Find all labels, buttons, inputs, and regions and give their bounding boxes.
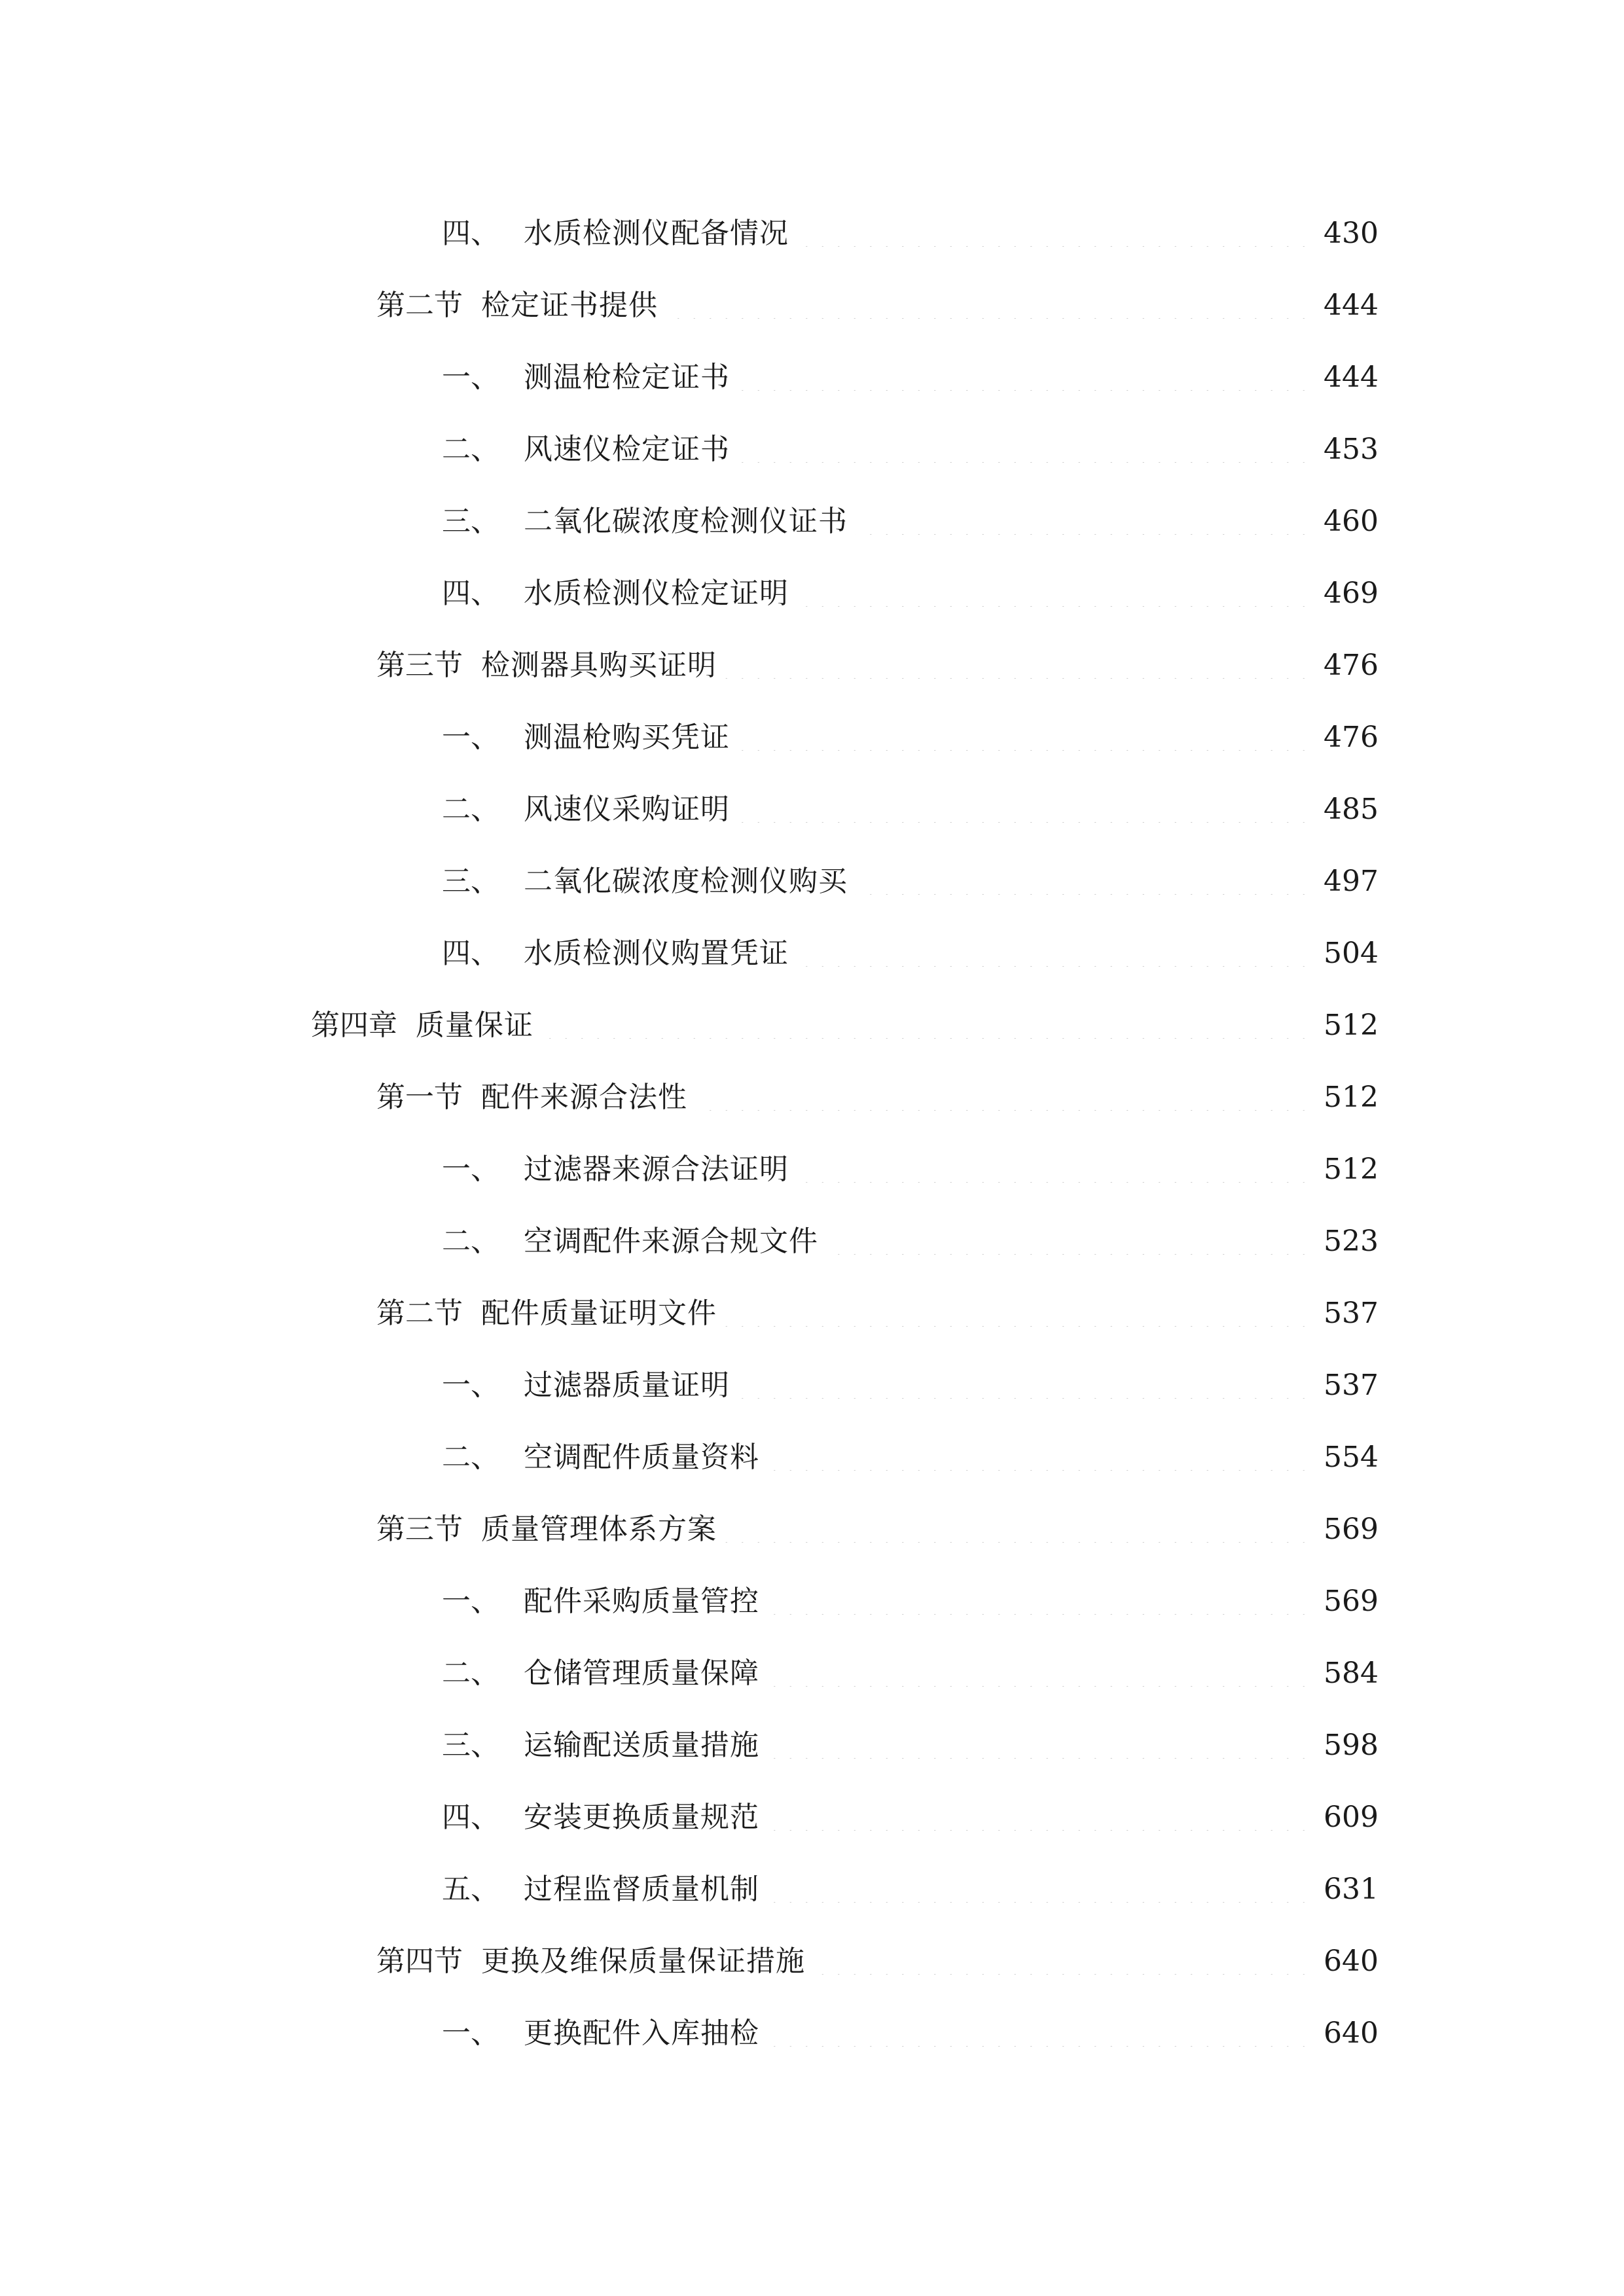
table-of-contents xyxy=(0,198,1624,2070)
entry-title: 二氧化碳浓度检测仪购买 xyxy=(524,865,848,898)
entry-title: 检测器具购买证明 xyxy=(481,649,717,682)
entry-title: 质量保证 xyxy=(416,1009,533,1042)
entry-number: 第一节 xyxy=(376,1081,463,1114)
dot-leader xyxy=(725,1300,1312,1327)
dot-leader xyxy=(541,1013,1312,1039)
entry-number: 二、 xyxy=(442,1441,499,1474)
entry-number: 三、 xyxy=(442,865,499,898)
dot-leader xyxy=(738,725,1312,751)
toc-entry[interactable] xyxy=(0,1926,1624,1998)
entry-page: 460 xyxy=(1324,505,1379,538)
toc-entry[interactable] xyxy=(0,1278,1624,1350)
entry-number: 三、 xyxy=(442,1729,499,1762)
entry-title: 安装更换质量规范 xyxy=(524,1801,759,1834)
entry-number: 四、 xyxy=(442,937,499,970)
dot-leader xyxy=(666,293,1312,319)
entry-page: 640 xyxy=(1324,2017,1379,2050)
entry-title: 测温枪检定证书 xyxy=(524,361,730,394)
dot-leader xyxy=(767,1660,1312,1687)
entry-number: 第二节 xyxy=(376,289,463,322)
entry-number: 四、 xyxy=(442,577,499,610)
entry-page: 554 xyxy=(1324,1441,1379,1474)
entry-title: 空调配件质量资料 xyxy=(524,1441,759,1474)
dot-leader xyxy=(767,1444,1312,1471)
entry-page: 453 xyxy=(1324,433,1379,466)
entry-title: 风速仪检定证书 xyxy=(524,433,730,466)
toc-entry[interactable] xyxy=(0,342,1624,414)
entry-page: 512 xyxy=(1324,1009,1379,1042)
entry-number: 第四章 xyxy=(311,1009,397,1042)
entry-page: 584 xyxy=(1324,1657,1379,1690)
toc-entry[interactable] xyxy=(0,1638,1624,1710)
toc-entry[interactable] xyxy=(0,1206,1624,1278)
entry-number: 三、 xyxy=(442,505,499,538)
entry-page: 476 xyxy=(1324,721,1379,754)
toc-entry[interactable] xyxy=(0,414,1624,486)
dot-leader xyxy=(767,1588,1312,1615)
entry-page: 476 xyxy=(1324,649,1379,682)
entry-title: 过滤器质量证明 xyxy=(524,1369,730,1402)
entry-number: 四、 xyxy=(442,1801,499,1834)
toc-entry[interactable] xyxy=(0,1998,1624,2070)
entry-page: 504 xyxy=(1324,937,1379,970)
entry-page: 444 xyxy=(1324,361,1379,394)
toc-entry[interactable] xyxy=(0,1134,1624,1206)
entry-page: 609 xyxy=(1324,1801,1379,1834)
entry-number: 第三节 xyxy=(376,649,463,682)
entry-title: 二氧化碳浓度检测仪证书 xyxy=(524,505,848,538)
entry-page: 497 xyxy=(1324,865,1379,898)
dot-leader xyxy=(738,797,1312,823)
toc-entry[interactable] xyxy=(0,990,1624,1062)
dot-leader xyxy=(856,509,1312,535)
entry-title: 过滤器来源合法证明 xyxy=(524,1153,789,1186)
entry-page: 598 xyxy=(1324,1729,1379,1762)
entry-number: 二、 xyxy=(442,1225,499,1258)
toc-entry[interactable] xyxy=(0,630,1624,702)
entry-number: 一、 xyxy=(442,721,499,754)
entry-title: 空调配件来源合规文件 xyxy=(524,1225,818,1258)
dot-leader xyxy=(826,1229,1312,1255)
toc-entry[interactable] xyxy=(0,1782,1624,1854)
dot-leader xyxy=(797,941,1312,967)
dot-leader xyxy=(797,1157,1312,1183)
entry-number: 二、 xyxy=(442,1657,499,1690)
entry-page: 569 xyxy=(1324,1513,1379,1546)
entry-title: 更换配件入库抽检 xyxy=(524,2017,759,2050)
entry-number: 一、 xyxy=(442,1585,499,1618)
entry-number: 第四节 xyxy=(376,1945,463,1978)
entry-page: 631 xyxy=(1324,1873,1379,1906)
entry-title: 运输配送质量措施 xyxy=(524,1729,759,1762)
entry-number: 五、 xyxy=(442,1873,499,1906)
dot-leader xyxy=(738,1372,1312,1399)
entry-title: 检定证书提供 xyxy=(481,289,658,322)
entry-page: 523 xyxy=(1324,1225,1379,1258)
entry-page: 512 xyxy=(1324,1081,1379,1114)
dot-leader xyxy=(738,437,1312,463)
entry-title: 更换及维保质量保证措施 xyxy=(481,1945,805,1978)
entry-page: 569 xyxy=(1324,1585,1379,1618)
toc-entry[interactable] xyxy=(0,1422,1624,1494)
entry-title: 水质检测仪配备情况 xyxy=(524,217,789,250)
toc-entry[interactable] xyxy=(0,486,1624,558)
entry-number: 一、 xyxy=(442,1369,499,1402)
entry-page: 537 xyxy=(1324,1369,1379,1402)
entry-title: 水质检测仪检定证明 xyxy=(524,577,789,610)
entry-page: 537 xyxy=(1324,1297,1379,1330)
toc-entry[interactable] xyxy=(0,270,1624,342)
entry-title: 测温枪购买凭证 xyxy=(524,721,730,754)
toc-entry[interactable] xyxy=(0,702,1624,774)
entry-number: 一、 xyxy=(442,1153,499,1186)
entry-number: 二、 xyxy=(442,793,499,826)
toc-entry[interactable] xyxy=(0,1350,1624,1422)
entry-page: 444 xyxy=(1324,289,1379,322)
dot-leader xyxy=(738,365,1312,391)
toc-entry[interactable] xyxy=(0,774,1624,846)
dot-leader xyxy=(797,581,1312,607)
toc-entry[interactable] xyxy=(0,198,1624,270)
entry-title: 过程监督质量机制 xyxy=(524,1873,759,1906)
toc-entry[interactable] xyxy=(0,1710,1624,1782)
toc-entry[interactable] xyxy=(0,918,1624,990)
dot-leader xyxy=(797,221,1312,247)
entry-title: 仓储管理质量保障 xyxy=(524,1657,759,1690)
dot-leader xyxy=(725,1516,1312,1543)
toc-entry[interactable] xyxy=(0,1854,1624,1926)
toc-entry[interactable] xyxy=(0,1566,1624,1638)
entry-title: 质量管理体系方案 xyxy=(481,1513,717,1546)
entry-number: 第三节 xyxy=(376,1513,463,1546)
entry-page: 512 xyxy=(1324,1153,1379,1186)
entry-title: 配件质量证明文件 xyxy=(481,1297,717,1330)
entry-page: 485 xyxy=(1324,793,1379,826)
entry-number: 一、 xyxy=(442,361,499,394)
entry-title: 配件来源合法性 xyxy=(481,1081,687,1114)
toc-entry[interactable] xyxy=(0,558,1624,630)
entry-number: 二、 xyxy=(442,433,499,466)
dot-leader xyxy=(813,1948,1312,1975)
entry-title: 配件采购质量管控 xyxy=(524,1585,759,1618)
dot-leader xyxy=(767,1804,1312,1831)
toc-entry[interactable] xyxy=(0,1062,1624,1134)
entry-number: 一、 xyxy=(442,2017,499,2050)
entry-number: 四、 xyxy=(442,217,499,250)
entry-title: 水质检测仪购置凭证 xyxy=(524,937,789,970)
dot-leader xyxy=(767,2020,1312,2047)
dot-leader xyxy=(767,1876,1312,1903)
entry-page: 469 xyxy=(1324,577,1379,610)
entry-page: 640 xyxy=(1324,1945,1379,1978)
entry-number: 第二节 xyxy=(376,1297,463,1330)
dot-leader xyxy=(725,653,1312,679)
toc-entry[interactable] xyxy=(0,1494,1624,1566)
dot-leader xyxy=(767,1732,1312,1759)
dot-leader xyxy=(856,869,1312,895)
toc-entry[interactable] xyxy=(0,846,1624,918)
dot-leader xyxy=(695,1085,1312,1111)
entry-page: 430 xyxy=(1324,217,1379,250)
entry-title: 风速仪采购证明 xyxy=(524,793,730,826)
